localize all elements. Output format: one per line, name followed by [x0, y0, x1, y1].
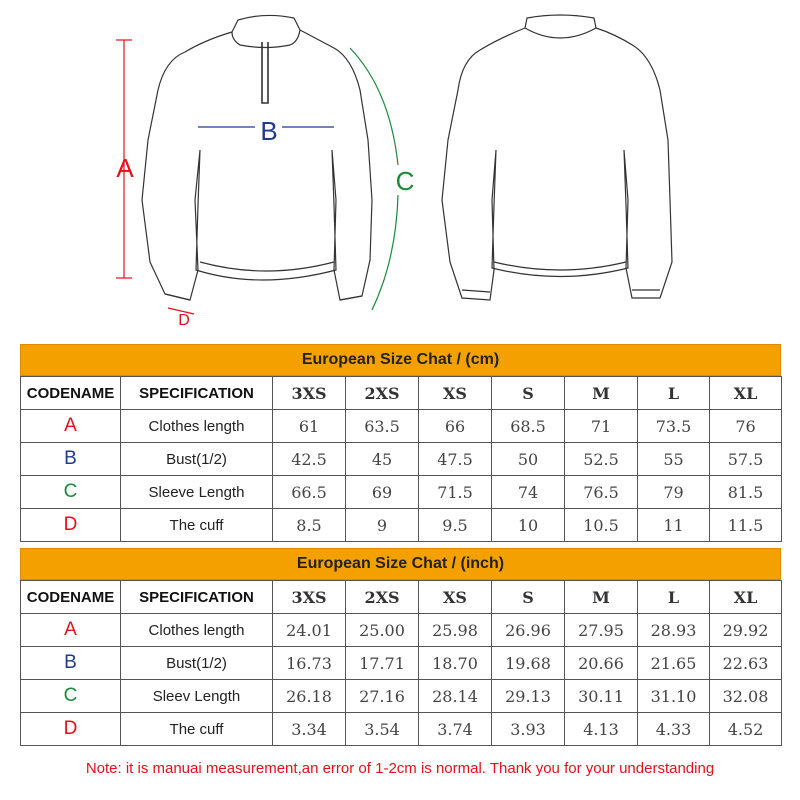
row-value: 31.10 — [638, 680, 710, 713]
row-value: 76.5 — [565, 476, 638, 509]
size-table-inch — [20, 548, 781, 746]
row-value: 24.01 — [273, 614, 346, 647]
row-value: 4.33 — [638, 713, 710, 746]
table-row — [21, 713, 782, 746]
table-row — [21, 509, 782, 542]
table-header-row — [21, 581, 782, 614]
header-codename: CODENAME — [21, 581, 121, 614]
row-value: 25.98 — [419, 614, 492, 647]
row-value: 66 — [419, 410, 492, 443]
row-value: 9.5 — [419, 509, 492, 542]
row-value: 29.92 — [710, 614, 782, 647]
table-title: European Size Chat / (cm) — [20, 344, 781, 376]
row-value: 61 — [273, 410, 346, 443]
row-value: 4.52 — [710, 713, 782, 746]
label-b: B — [260, 116, 278, 146]
row-value: 26.18 — [273, 680, 346, 713]
row-value: 55 — [638, 443, 710, 476]
measure-c-line — [350, 48, 398, 310]
row-code: D — [21, 509, 121, 542]
row-spec: Sleeve Length — [121, 476, 273, 509]
row-value: 74 — [492, 476, 565, 509]
row-value: 68.5 — [492, 410, 565, 443]
row-value: 26.96 — [492, 614, 565, 647]
row-value: 27.16 — [346, 680, 419, 713]
row-spec: The cuff — [121, 713, 273, 746]
row-code: C — [21, 680, 121, 713]
back-garment — [442, 15, 672, 300]
measurement-note: Note: it is manuai measurement,an error of 1-2cm is normal. Thank you for your understanding — [85, 760, 715, 777]
header-codename: CODENAME — [21, 377, 121, 410]
row-value: 10.5 — [565, 509, 638, 542]
row-code: C — [21, 476, 121, 509]
row-value: 22.63 — [710, 647, 782, 680]
row-value: 20.66 — [565, 647, 638, 680]
front-garment — [142, 15, 372, 300]
label-c: C — [395, 166, 415, 196]
table-row — [21, 410, 782, 443]
table-header-row — [21, 377, 782, 410]
row-value: 28.14 — [419, 680, 492, 713]
header-size: L — [638, 581, 710, 614]
header-size: 3XS — [273, 581, 346, 614]
row-value: 81.5 — [710, 476, 782, 509]
header-size: S — [492, 377, 565, 410]
row-value: 47.5 — [419, 443, 492, 476]
row-value: 71.5 — [419, 476, 492, 509]
row-code: A — [21, 614, 121, 647]
header-size: M — [565, 581, 638, 614]
row-value: 19.68 — [492, 647, 565, 680]
row-spec: Sleev Length — [121, 680, 273, 713]
row-code: B — [21, 443, 121, 476]
row-value: 30.11 — [565, 680, 638, 713]
row-spec: The cuff — [121, 509, 273, 542]
row-value: 29.13 — [492, 680, 565, 713]
row-value: 9 — [346, 509, 419, 542]
row-value: 17.71 — [346, 647, 419, 680]
table-row — [21, 476, 782, 509]
label-d: D — [178, 312, 190, 329]
row-value: 25.00 — [346, 614, 419, 647]
row-value: 73.5 — [638, 410, 710, 443]
row-spec: Bust(1/2) — [121, 443, 273, 476]
row-value: 21.65 — [638, 647, 710, 680]
row-value: 3.93 — [492, 713, 565, 746]
header-size: XL — [710, 377, 782, 410]
row-value: 63.5 — [346, 410, 419, 443]
header-size: 2XS — [346, 581, 419, 614]
header-size: 3XS — [273, 377, 346, 410]
header-specification: SPECIFICATION — [121, 581, 273, 614]
row-value: 16.73 — [273, 647, 346, 680]
row-value: 50 — [492, 443, 565, 476]
row-value: 28.93 — [638, 614, 710, 647]
label-a: A — [116, 153, 134, 183]
row-value: 76 — [710, 410, 782, 443]
row-value: 32.08 — [710, 680, 782, 713]
row-code: A — [21, 410, 121, 443]
row-value: 8.5 — [273, 509, 346, 542]
garment-diagram — [0, 0, 800, 330]
row-value: 10 — [492, 509, 565, 542]
row-value: 52.5 — [565, 443, 638, 476]
size-table-cm — [20, 344, 781, 542]
row-value: 45 — [346, 443, 419, 476]
header-size: M — [565, 377, 638, 410]
row-value: 4.13 — [565, 713, 638, 746]
row-value: 3.74 — [419, 713, 492, 746]
header-size: XS — [419, 581, 492, 614]
row-code: B — [21, 647, 121, 680]
header-specification: SPECIFICATION — [121, 377, 273, 410]
header-size: 2XS — [346, 377, 419, 410]
row-value: 11.5 — [710, 509, 782, 542]
row-value: 69 — [346, 476, 419, 509]
row-value: 11 — [638, 509, 710, 542]
header-size: L — [638, 377, 710, 410]
row-spec: Clothes length — [121, 614, 273, 647]
table-row — [21, 443, 782, 476]
row-value: 71 — [565, 410, 638, 443]
table-row — [21, 614, 782, 647]
row-value: 3.54 — [346, 713, 419, 746]
row-value: 66.5 — [273, 476, 346, 509]
table-row — [21, 680, 782, 713]
header-size: S — [492, 581, 565, 614]
row-value: 27.95 — [565, 614, 638, 647]
table-title: European Size Chat / (inch) — [20, 548, 781, 580]
row-spec: Clothes length — [121, 410, 273, 443]
header-size: XS — [419, 377, 492, 410]
row-value: 79 — [638, 476, 710, 509]
row-spec: Bust(1/2) — [121, 647, 273, 680]
row-code: D — [21, 713, 121, 746]
row-value: 3.34 — [273, 713, 346, 746]
header-size: XL — [710, 581, 782, 614]
row-value: 42.5 — [273, 443, 346, 476]
row-value: 57.5 — [710, 443, 782, 476]
table-row — [21, 647, 782, 680]
row-value: 18.70 — [419, 647, 492, 680]
